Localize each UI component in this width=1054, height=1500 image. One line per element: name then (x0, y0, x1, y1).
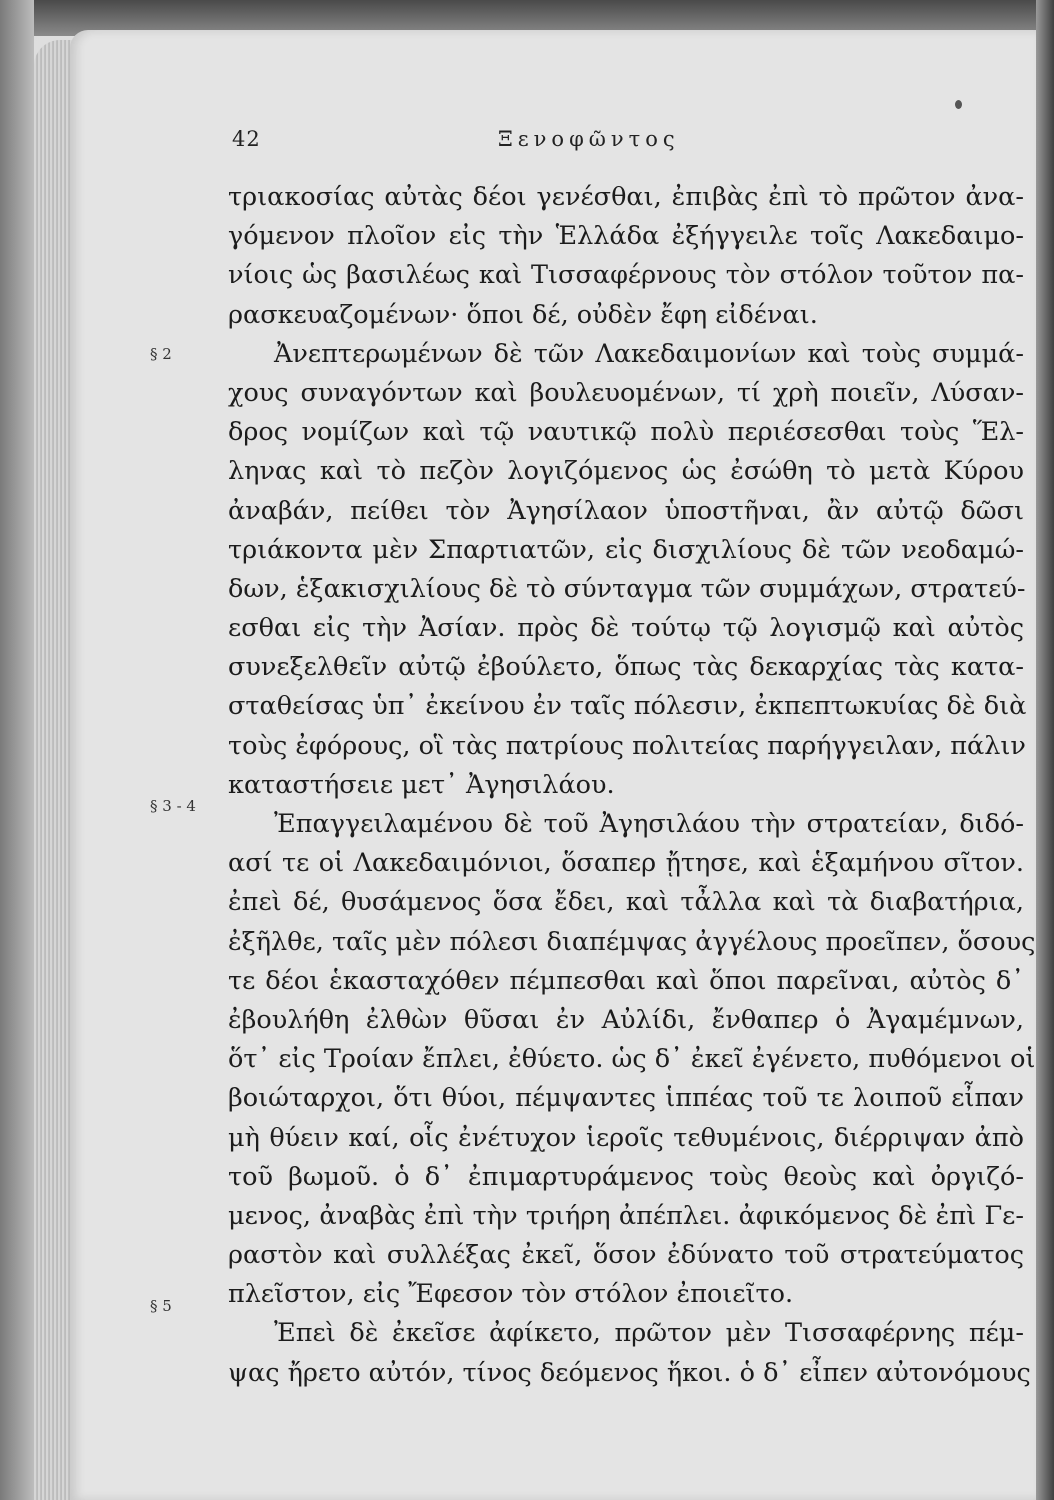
text-line: εσθαι εἰς τὴν Ἀσίαν. πρὸς δὲ τούτῳ τῷ λογισμῷ καὶ αὐτὸς (228, 613, 1024, 644)
text-line: ἐξῆλθε, ταῖς μὲν πόλεσι διαπέμψας ἀγγέλους προεῖπεν, ὅσους (228, 926, 1036, 957)
body-text (228, 178, 1036, 1393)
text-line: ληνας καὶ τὸ πεζὸν λογιζόμενος ὡς ἐσώθη τὸ μετὰ Κύρου (228, 456, 1024, 487)
text-line: ὅτ᾽ εἰς Τροίαν ἔπλει, ἐθύετο. ὡς δ᾽ ἐκεῖ ἐγένετο, πυθόμενοι οἱ (228, 1044, 1036, 1075)
text-line: Ἐπεὶ δὲ ἐκεῖσε ἀφίκετο, πρῶτον μὲν Τισσαφέρνης πέμ- (274, 1318, 1024, 1349)
text-line: νίοις ὡς βασιλέως καὶ Τισσαφέρνους τὸν στόλον τοῦτον πα- (228, 260, 1024, 291)
text-line: Ἐπαγγειλαμένου δὲ τοῦ Ἀγησιλάου τὴν στρατείαν, διδό- (274, 809, 1024, 839)
scanner-edge-right (1036, 0, 1054, 1500)
text-line: ψας ἤρετο αὐτόν, τίνος δεόμενος ἥκοι. ὁ δ᾽ εἶπεν αὐτονόμους (228, 1357, 1031, 1388)
text-line: πλεῖστον, εἰς Ἔφεσον τὸν στόλον ἐποιεῖτο. (228, 1279, 794, 1310)
text-line: γόμενον πλοῖον εἰς τὴν Ἑλλάδα ἐξήγγειλε τοῖς Λακεδαιμο- (228, 221, 1024, 252)
text-line: καταστήσειε μετ᾽ Ἀγησιλάου. (228, 769, 615, 800)
text-line: χους συναγόντων καὶ βουλευομένων, τί χρὴ ποιεῖν, Λύσαν- (228, 377, 1024, 408)
text-line: τοῦ βωμοῦ. ὁ δ᾽ ἐπιμαρτυράμενος τοὺς θεοὺς καὶ ὀργιζό- (228, 1161, 1024, 1192)
page-number: 42 (232, 127, 261, 151)
text-line: τριάκοντα μὲν Σπαρτιατῶν, εἰς δισχιλίους δὲ τῶν νεοδαμώ- (228, 534, 1024, 565)
ink-speck (955, 100, 962, 109)
text-line: ρασκευαζομένων· ὅποι δέ, οὐδὲν ἔφη εἰδέναι. (228, 299, 818, 330)
section-marker: § 5 (150, 1297, 172, 1315)
text-line: ραστὸν καὶ συλλέξας ἐκεῖ, ὅσον ἐδύνατο τοῦ στρατεύματος (228, 1240, 1024, 1271)
text-line: τοὺς ἐφόρους, οἳ τὰς πατρίους πολιτείας παρήγγειλαν, πάλιν (228, 730, 1026, 761)
text-line: τε δέοι ἑκασταχόθεν πέμπεσθαι καὶ ὅποι παρεῖναι, αὐτὸς δ᾽ (228, 965, 1024, 996)
text-line: ἐβουλήθη ἐλθὼν θῦσαι ἐν Αὐλίδι, ἔνθαπερ ὁ Ἀγαμέμνων, (228, 1004, 1024, 1035)
text-line: Ἀνεπτερωμένων δὲ τῶν Λακεδαιμονίων καὶ τοὺς συμμά- (274, 338, 1024, 369)
text-line: ἐπεὶ δέ, θυσάμενος ὅσα ἔδει, καὶ τἆλλα καὶ τὰ διαβατήρια, (228, 887, 1024, 918)
text-line: δων, ἑξακισχιλίους δὲ τὸ σύνταγμα τῶν συμμάχων, στρατεύ- (228, 573, 1026, 604)
scanner-edge-left (0, 0, 34, 1500)
text-line: βοιώταρχοι, ὅτι θύοι, πέμψαντες ἱππέας τοῦ τε λοιποῦ εἶπαν (228, 1083, 1024, 1114)
text-line: ἀναβάν, πείθει τὸν Ἀγησίλαον ὑποστῆναι, ἂν αὐτῷ δῶσι (228, 495, 1024, 526)
text-line: μὴ θύειν καί, οἷς ἐνέτυχον ἱεροῖς τεθυμένοις, διέρριψαν ἀπὸ (228, 1122, 1024, 1153)
text-line: σταθείσας ὑπ᾽ ἐκείνου ἐν ταῖς πόλεσιν, ἐκπεπτωκυίας δὲ διὰ (228, 691, 1027, 722)
section-marker: § 3 - 4 (150, 797, 196, 815)
text-line: συνεξελθεῖν αὐτῷ ἐβούλετο, ὅπως τὰς δεκαρχίας τὰς κατα- (228, 652, 1024, 683)
section-marker: § 2 (150, 345, 172, 363)
running-head: Ξενοφῶντος (498, 127, 680, 151)
text-line: τριακοσίας αὐτὰς δέοι γενέσθαι, ἐπιβὰς ἐπὶ τὸ πρῶτον ἀνα- (228, 182, 1024, 212)
text-line: μενος, ἀναβὰς ἐπὶ τὴν τριήρη ἀπέπλει. ἀφικόμενος δὲ ἐπὶ Γε- (228, 1200, 1024, 1231)
text-line: ασί τε οἱ Λακεδαιμόνιοι, ὅσαπερ ᾔτησε, καὶ ἑξαμήνου σῖτον. (228, 848, 1024, 879)
text-line: δρος νομίζων καὶ τῷ ναυτικῷ πολὺ περιέσεσθαι τοὺς Ἕλ- (228, 417, 1024, 448)
